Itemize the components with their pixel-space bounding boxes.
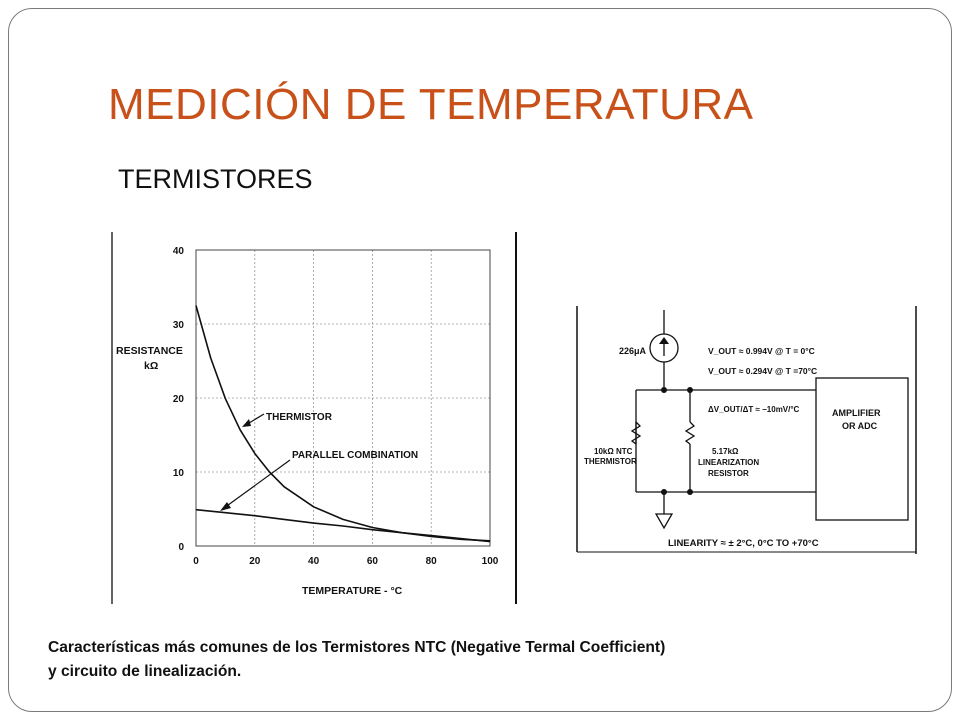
x-tick-label: 100: [481, 556, 499, 567]
slide-title: MEDICIÓN DE TEMPERATURA: [108, 80, 754, 129]
thermistor-curve: [196, 306, 490, 541]
chart-series: [196, 306, 490, 542]
caption-line-2: y circuito de linealización.: [48, 663, 242, 680]
parallel-arrowhead: [220, 502, 231, 511]
y-tick-label: 0: [178, 542, 184, 553]
amplifier-label: AMPLIFIER: [832, 408, 881, 418]
ntc-label-line1: 10kΩ NTC: [594, 447, 633, 456]
chart-tick-labels: [173, 246, 499, 567]
linearization-resistor-label2: RESISTOR: [708, 469, 749, 478]
node-dot: [661, 489, 667, 495]
thermistor-chart-panel: [108, 228, 524, 608]
y-tick-label: 30: [172, 320, 184, 331]
current-source: [650, 310, 678, 390]
x-tick-label: 80: [425, 556, 437, 567]
x-tick-label: 20: [249, 556, 261, 567]
node-dot: [661, 387, 667, 393]
chart-grid: [196, 250, 490, 546]
y-axis-label-line1: RESISTANCE: [116, 345, 183, 357]
linearization-circuit-panel: [574, 302, 924, 558]
thermistor-chart: [108, 228, 524, 608]
slide-caption: [48, 636, 928, 684]
ntc-label-line2: THERMISTOR: [584, 457, 637, 466]
x-tick-label: 60: [366, 556, 378, 567]
y-tick-label: 10: [172, 468, 184, 479]
parallel-combination-curve: [196, 510, 490, 542]
y-tick-label: 40: [172, 246, 184, 257]
linearization-resistor-value: 5.17kΩ: [712, 447, 739, 456]
linearity-label: LINEARITY ≈ ± 2°C, 0°C TO +70°C: [668, 538, 819, 549]
x-tick-label: 40: [308, 556, 320, 567]
y-axis-label-line2: kΩ: [144, 360, 159, 372]
sensitivity-label: ΔV_OUT/ΔT ≈ −10mV/°C: [708, 405, 800, 414]
y-tick-label: 20: [172, 394, 184, 405]
parallel-combination-annotation: PARALLEL COMBINATION: [292, 450, 419, 461]
thermistor-annotation: THERMISTOR: [266, 412, 332, 423]
x-tick-label: 0: [193, 556, 199, 567]
caption-line-1: Características más comunes de los Termistores NTC (Negative Termal Coefficient): [48, 639, 666, 656]
x-axis-label: TEMPERATURE - °C: [302, 585, 403, 597]
adc-label: OR ADC: [842, 421, 878, 431]
current-source-label: 226μA: [619, 346, 647, 356]
amplifier-adc-block: [816, 378, 908, 520]
slide-subtitle: TERMISTORES: [118, 164, 313, 194]
vout-seventy-label: V_OUT ≈ 0.294V @ T =70°C: [708, 366, 818, 376]
vout-zero-label: V_OUT ≈ 0.994V @ T = 0°C: [708, 346, 815, 356]
linearization-circuit: [574, 302, 924, 558]
thermistor-arrowhead: [242, 419, 251, 427]
node-dot: [687, 387, 693, 393]
node-dot: [687, 489, 693, 495]
parallel-annotation-arrow: [224, 460, 290, 508]
linearization-resistor-label: LINEARIZATION: [698, 458, 760, 467]
